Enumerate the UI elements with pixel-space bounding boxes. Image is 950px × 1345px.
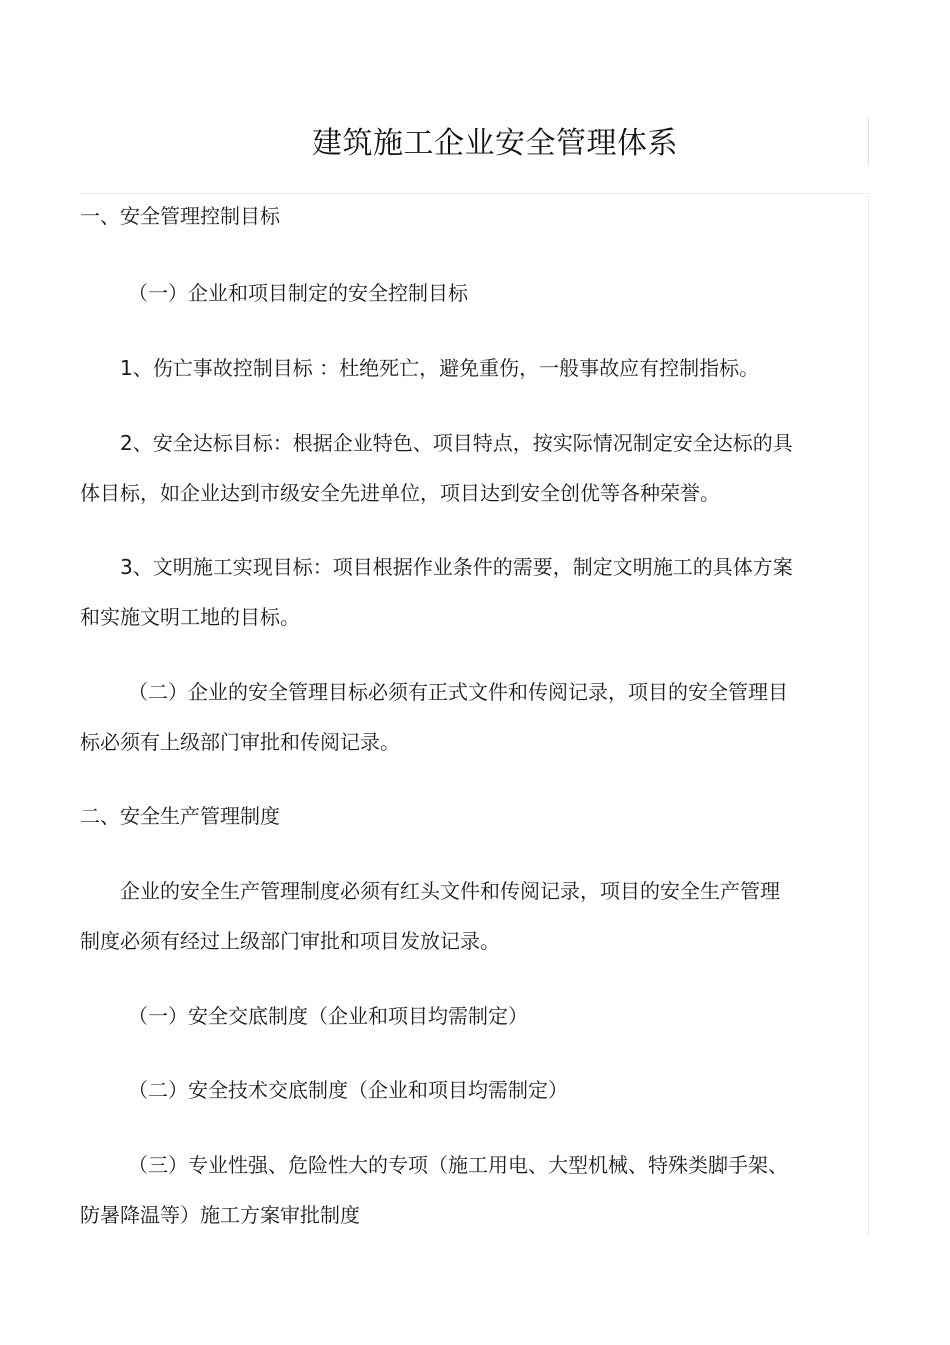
paragraph-line: 和实施文明工地的目标。 — [80, 605, 300, 629]
paragraph-line: 1、伤亡事故控制目标 ：杜绝死亡，避免重伤，一般事故应有控制指标。 — [120, 356, 760, 380]
paragraph-line: 防暑降温等）施工方案审批制度 — [80, 1203, 360, 1227]
paragraph-line: 标必须有上级部门审批和传阅记录。 — [80, 730, 400, 754]
paragraph-line: 2、安全达标目标：根据企业特色、项目特点，按实际情况制定安全达标的具 — [120, 431, 793, 455]
subsection-heading: （二）安全技术交底制度（企业和项目均需制定） — [128, 1078, 568, 1102]
section-heading: 二、安全生产管理制度 — [80, 804, 280, 828]
paragraph-line: 企业的安全生产管理制度必须有红头文件和传阅记录，项目的安全生产管理 — [120, 879, 780, 903]
header-divider — [80, 193, 870, 194]
paragraph-line: 3、文明施工实现目标：项目根据作业条件的需要，制定文明施工的具体方案 — [120, 555, 793, 579]
subsection-heading: （一）企业和项目制定的安全控制目标 — [128, 281, 468, 305]
section-heading: 一、安全管理控制目标 — [80, 204, 280, 228]
right-margin-rule — [868, 196, 869, 1236]
paragraph-line: （三）专业性强、危险性大的专项（施工用电、大型机械、特殊类脚手架、 — [128, 1153, 788, 1177]
paragraph-line: 制度必须有经过上级部门审批和项目发放记录。 — [80, 929, 500, 953]
subsection-heading: （一）安全交底制度（企业和项目均需制定） — [128, 1004, 528, 1028]
document-title: 建筑施工企业安全管理体系 — [312, 126, 678, 161]
paragraph-line: 体目标，如企业达到市级安全先进单位，项目达到安全创优等各种荣誉。 — [80, 481, 720, 505]
paragraph-line: （二）企业的安全管理目标必须有正式文件和传阅记录，项目的安全管理目 — [128, 680, 788, 704]
